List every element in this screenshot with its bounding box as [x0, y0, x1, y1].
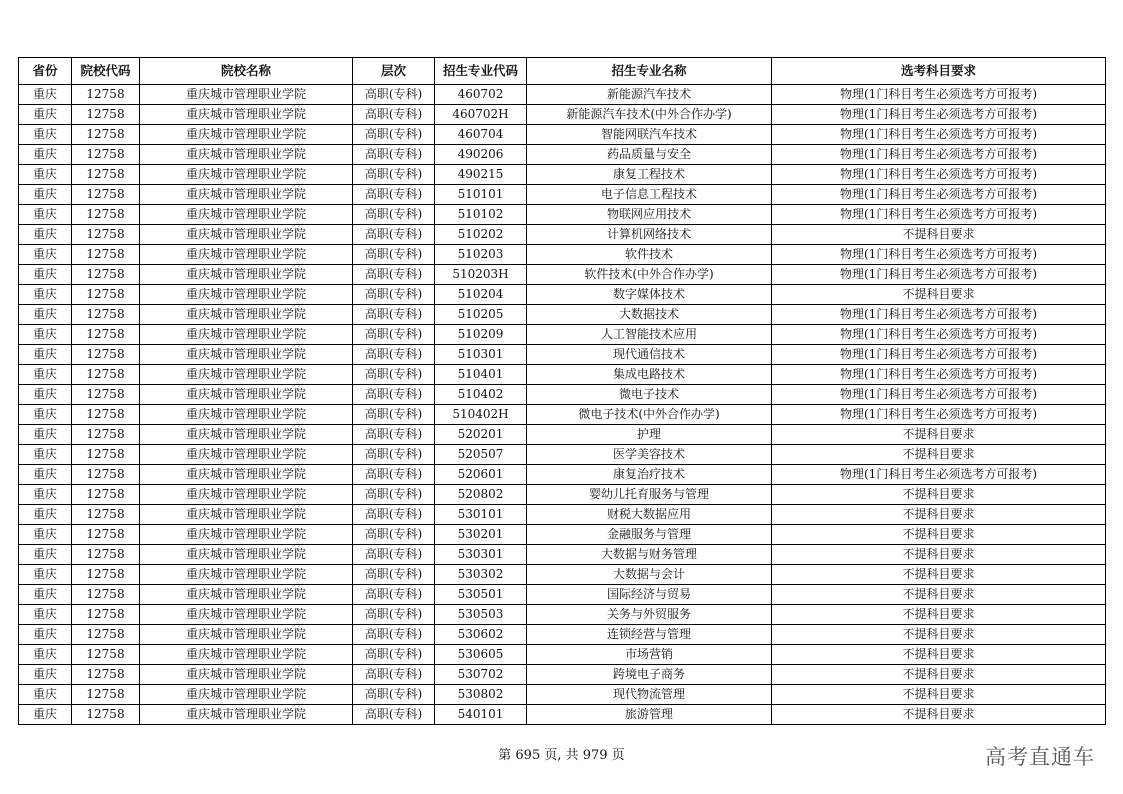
cell-major-name: 物联网应用技术	[527, 205, 772, 225]
cell-school-name: 重庆城市管理职业学院	[140, 565, 353, 585]
cell-major-code: 530602	[435, 625, 527, 645]
cell-school-code: 12758	[72, 185, 140, 205]
cell-school-code: 12758	[72, 145, 140, 165]
cell-major-name: 护理	[527, 425, 772, 445]
table-row	[19, 545, 1106, 565]
cell-subject-requirement: 物理(1门科目考生必须选考方可报考)	[772, 85, 1106, 105]
cell-major-code: 540101	[435, 705, 527, 725]
cell-level: 高职(专科)	[353, 645, 435, 665]
cell-major-code: 510202	[435, 225, 527, 245]
cell-level: 高职(专科)	[353, 445, 435, 465]
cell-school-code: 12758	[72, 445, 140, 465]
table-row	[19, 165, 1106, 185]
cell-level: 高职(专科)	[353, 705, 435, 725]
cell-school-name: 重庆城市管理职业学院	[140, 485, 353, 505]
cell-subject-requirement: 不提科目要求	[772, 485, 1106, 505]
cell-major-name: 连锁经营与管理	[527, 625, 772, 645]
cell-major-name: 金融服务与管理	[527, 525, 772, 545]
cell-major-code: 530605	[435, 645, 527, 665]
cell-school-code: 12758	[72, 265, 140, 285]
cell-school-name: 重庆城市管理职业学院	[140, 465, 353, 485]
cell-subject-requirement: 不提科目要求	[772, 625, 1106, 645]
cell-major-name: 软件技术(中外合作办学)	[527, 265, 772, 285]
cell-school-code: 12758	[72, 605, 140, 625]
cell-major-name: 计算机网络技术	[527, 225, 772, 245]
cell-major-code: 520601	[435, 465, 527, 485]
cell-province: 重庆	[19, 685, 72, 705]
cell-subject-requirement: 物理(1门科目考生必须选考方可报考)	[772, 325, 1106, 345]
header-subject-requirement: 选考科目要求	[772, 58, 1106, 85]
cell-major-name: 电子信息工程技术	[527, 185, 772, 205]
cell-province: 重庆	[19, 205, 72, 225]
cell-level: 高职(专科)	[353, 125, 435, 145]
cell-subject-requirement: 不提科目要求	[772, 685, 1106, 705]
cell-subject-requirement: 不提科目要求	[772, 425, 1106, 445]
cell-school-name: 重庆城市管理职业学院	[140, 625, 353, 645]
cell-major-code: 520507	[435, 445, 527, 465]
cell-level: 高职(专科)	[353, 85, 435, 105]
table-row	[19, 605, 1106, 625]
cell-subject-requirement: 物理(1门科目考生必须选考方可报考)	[772, 185, 1106, 205]
cell-province: 重庆	[19, 605, 72, 625]
cell-level: 高职(专科)	[353, 385, 435, 405]
cell-school-code: 12758	[72, 245, 140, 265]
table-row	[19, 205, 1106, 225]
cell-major-code: 530702	[435, 665, 527, 685]
cell-subject-requirement: 不提科目要求	[772, 705, 1106, 725]
cell-major-code: 510102	[435, 205, 527, 225]
cell-major-name: 大数据技术	[527, 305, 772, 325]
cell-major-code: 530503	[435, 605, 527, 625]
cell-major-code: 490206	[435, 145, 527, 165]
cell-major-name: 现代通信技术	[527, 345, 772, 365]
cell-major-code: 510203H	[435, 265, 527, 285]
cell-subject-requirement: 不提科目要求	[772, 225, 1106, 245]
cell-major-code: 510209	[435, 325, 527, 345]
cell-province: 重庆	[19, 165, 72, 185]
cell-level: 高职(专科)	[353, 405, 435, 425]
table-row	[19, 565, 1106, 585]
cell-province: 重庆	[19, 405, 72, 425]
cell-school-code: 12758	[72, 405, 140, 425]
cell-school-code: 12758	[72, 485, 140, 505]
table-row	[19, 505, 1106, 525]
cell-province: 重庆	[19, 145, 72, 165]
cell-major-code: 510101	[435, 185, 527, 205]
cell-school-code: 12758	[72, 125, 140, 145]
cell-school-code: 12758	[72, 425, 140, 445]
cell-major-code: 460702	[435, 85, 527, 105]
cell-level: 高职(专科)	[353, 325, 435, 345]
enrollment-table	[18, 57, 1106, 725]
cell-major-name: 人工智能技术应用	[527, 325, 772, 345]
cell-level: 高职(专科)	[353, 665, 435, 685]
cell-school-code: 12758	[72, 385, 140, 405]
cell-subject-requirement: 不提科目要求	[772, 545, 1106, 565]
cell-school-code: 12758	[72, 225, 140, 245]
table-row	[19, 305, 1106, 325]
cell-province: 重庆	[19, 585, 72, 605]
cell-province: 重庆	[19, 225, 72, 245]
table-header-row	[19, 58, 1106, 85]
cell-school-name: 重庆城市管理职业学院	[140, 665, 353, 685]
cell-school-name: 重庆城市管理职业学院	[140, 225, 353, 245]
table-row	[19, 645, 1106, 665]
table-row	[19, 225, 1106, 245]
cell-level: 高职(专科)	[353, 185, 435, 205]
cell-province: 重庆	[19, 625, 72, 645]
table-row	[19, 585, 1106, 605]
cell-province: 重庆	[19, 245, 72, 265]
cell-school-code: 12758	[72, 325, 140, 345]
cell-major-code: 510203	[435, 245, 527, 265]
cell-level: 高职(专科)	[353, 145, 435, 165]
cell-school-name: 重庆城市管理职业学院	[140, 345, 353, 365]
cell-subject-requirement: 不提科目要求	[772, 525, 1106, 545]
cell-province: 重庆	[19, 465, 72, 485]
cell-school-name: 重庆城市管理职业学院	[140, 645, 353, 665]
table-row	[19, 465, 1106, 485]
cell-level: 高职(专科)	[353, 585, 435, 605]
cell-school-code: 12758	[72, 585, 140, 605]
cell-school-code: 12758	[72, 565, 140, 585]
cell-level: 高职(专科)	[353, 345, 435, 365]
cell-school-name: 重庆城市管理职业学院	[140, 265, 353, 285]
cell-school-code: 12758	[72, 365, 140, 385]
cell-level: 高职(专科)	[353, 685, 435, 705]
cell-major-name: 大数据与会计	[527, 565, 772, 585]
cell-level: 高职(专科)	[353, 365, 435, 385]
cell-province: 重庆	[19, 425, 72, 445]
watermark-logo-text: 高考直通车	[985, 745, 1095, 769]
cell-school-code: 12758	[72, 165, 140, 185]
table-row	[19, 185, 1106, 205]
cell-major-name: 婴幼儿托育服务与管理	[527, 485, 772, 505]
table-body	[19, 85, 1106, 725]
header-school-code: 院校代码	[72, 58, 140, 85]
cell-major-code: 520802	[435, 485, 527, 505]
table-row	[19, 625, 1106, 645]
cell-level: 高职(专科)	[353, 105, 435, 125]
cell-level: 高职(专科)	[353, 465, 435, 485]
cell-school-code: 12758	[72, 665, 140, 685]
cell-school-name: 重庆城市管理职业学院	[140, 165, 353, 185]
cell-school-code: 12758	[72, 685, 140, 705]
cell-level: 高职(专科)	[353, 485, 435, 505]
cell-major-name: 现代物流管理	[527, 685, 772, 705]
cell-subject-requirement: 不提科目要求	[772, 445, 1106, 465]
cell-school-code: 12758	[72, 505, 140, 525]
cell-school-name: 重庆城市管理职业学院	[140, 545, 353, 565]
cell-subject-requirement: 物理(1门科目考生必须选考方可报考)	[772, 265, 1106, 285]
cell-level: 高职(专科)	[353, 205, 435, 225]
cell-major-code: 510402H	[435, 405, 527, 425]
cell-school-code: 12758	[72, 525, 140, 545]
cell-province: 重庆	[19, 345, 72, 365]
cell-province: 重庆	[19, 665, 72, 685]
cell-school-name: 重庆城市管理职业学院	[140, 365, 353, 385]
cell-major-code: 530501	[435, 585, 527, 605]
table-row	[19, 105, 1106, 125]
cell-school-name: 重庆城市管理职业学院	[140, 205, 353, 225]
table-row	[19, 285, 1106, 305]
cell-major-name: 大数据与财务管理	[527, 545, 772, 565]
cell-major-name: 旅游管理	[527, 705, 772, 725]
cell-subject-requirement: 不提科目要求	[772, 505, 1106, 525]
cell-subject-requirement: 物理(1门科目考生必须选考方可报考)	[772, 165, 1106, 185]
cell-province: 重庆	[19, 325, 72, 345]
cell-subject-requirement: 物理(1门科目考生必须选考方可报考)	[772, 205, 1106, 225]
table-row	[19, 245, 1106, 265]
table-row	[19, 445, 1106, 465]
cell-level: 高职(专科)	[353, 165, 435, 185]
cell-major-name: 新能源汽车技术	[527, 85, 772, 105]
cell-major-name: 智能网联汽车技术	[527, 125, 772, 145]
cell-school-name: 重庆城市管理职业学院	[140, 105, 353, 125]
table-row	[19, 665, 1106, 685]
table-row	[19, 405, 1106, 425]
table-row	[19, 705, 1106, 725]
cell-subject-requirement: 不提科目要求	[772, 565, 1106, 585]
cell-subject-requirement: 物理(1门科目考生必须选考方可报考)	[772, 465, 1106, 485]
cell-school-name: 重庆城市管理职业学院	[140, 285, 353, 305]
cell-level: 高职(专科)	[353, 565, 435, 585]
cell-major-code: 530302	[435, 565, 527, 585]
cell-province: 重庆	[19, 85, 72, 105]
cell-subject-requirement: 不提科目要求	[772, 645, 1106, 665]
cell-school-code: 12758	[72, 465, 140, 485]
cell-school-name: 重庆城市管理职业学院	[140, 525, 353, 545]
cell-major-code: 510401	[435, 365, 527, 385]
cell-level: 高职(专科)	[353, 505, 435, 525]
cell-province: 重庆	[19, 485, 72, 505]
cell-level: 高职(专科)	[353, 245, 435, 265]
cell-province: 重庆	[19, 565, 72, 585]
cell-school-code: 12758	[72, 85, 140, 105]
table-row	[19, 365, 1106, 385]
cell-province: 重庆	[19, 445, 72, 465]
cell-school-name: 重庆城市管理职业学院	[140, 605, 353, 625]
cell-province: 重庆	[19, 365, 72, 385]
cell-level: 高职(专科)	[353, 525, 435, 545]
cell-school-name: 重庆城市管理职业学院	[140, 325, 353, 345]
cell-major-name: 集成电路技术	[527, 365, 772, 385]
cell-subject-requirement: 物理(1门科目考生必须选考方可报考)	[772, 145, 1106, 165]
cell-major-code: 510301	[435, 345, 527, 365]
cell-school-name: 重庆城市管理职业学院	[140, 685, 353, 705]
cell-major-code: 510205	[435, 305, 527, 325]
cell-major-code: 510402	[435, 385, 527, 405]
cell-school-name: 重庆城市管理职业学院	[140, 505, 353, 525]
cell-province: 重庆	[19, 705, 72, 725]
cell-province: 重庆	[19, 105, 72, 125]
table-row	[19, 525, 1106, 545]
cell-province: 重庆	[19, 305, 72, 325]
cell-major-code: 530301	[435, 545, 527, 565]
cell-major-name: 财税大数据应用	[527, 505, 772, 525]
cell-subject-requirement: 不提科目要求	[772, 605, 1106, 625]
cell-major-code: 460702H	[435, 105, 527, 125]
cell-subject-requirement: 物理(1门科目考生必须选考方可报考)	[772, 105, 1106, 125]
cell-major-name: 市场营销	[527, 645, 772, 665]
cell-level: 高职(专科)	[353, 625, 435, 645]
cell-school-name: 重庆城市管理职业学院	[140, 125, 353, 145]
cell-province: 重庆	[19, 385, 72, 405]
cell-major-name: 数字媒体技术	[527, 285, 772, 305]
cell-province: 重庆	[19, 125, 72, 145]
cell-school-name: 重庆城市管理职业学院	[140, 305, 353, 325]
cell-level: 高职(专科)	[353, 285, 435, 305]
cell-subject-requirement: 不提科目要求	[772, 285, 1106, 305]
cell-province: 重庆	[19, 185, 72, 205]
cell-school-code: 12758	[72, 645, 140, 665]
cell-subject-requirement: 物理(1门科目考生必须选考方可报考)	[772, 405, 1106, 425]
cell-school-name: 重庆城市管理职业学院	[140, 185, 353, 205]
cell-major-code: 520201	[435, 425, 527, 445]
table-row	[19, 685, 1106, 705]
cell-subject-requirement: 物理(1门科目考生必须选考方可报考)	[772, 245, 1106, 265]
cell-school-code: 12758	[72, 105, 140, 125]
table-row	[19, 125, 1106, 145]
header-province: 省份	[19, 58, 72, 85]
cell-school-code: 12758	[72, 285, 140, 305]
cell-school-name: 重庆城市管理职业学院	[140, 85, 353, 105]
cell-subject-requirement: 不提科目要求	[772, 585, 1106, 605]
cell-subject-requirement: 物理(1门科目考生必须选考方可报考)	[772, 365, 1106, 385]
table-row	[19, 485, 1106, 505]
cell-province: 重庆	[19, 265, 72, 285]
cell-province: 重庆	[19, 645, 72, 665]
cell-school-code: 12758	[72, 305, 140, 325]
cell-school-code: 12758	[72, 545, 140, 565]
cell-major-name: 微电子技术(中外合作办学)	[527, 405, 772, 425]
cell-major-name: 国际经济与贸易	[527, 585, 772, 605]
cell-school-name: 重庆城市管理职业学院	[140, 145, 353, 165]
cell-major-name: 跨境电子商务	[527, 665, 772, 685]
cell-level: 高职(专科)	[353, 605, 435, 625]
cell-major-name: 软件技术	[527, 245, 772, 265]
cell-major-code: 530802	[435, 685, 527, 705]
cell-school-code: 12758	[72, 625, 140, 645]
cell-subject-requirement: 不提科目要求	[772, 665, 1106, 685]
cell-major-name: 关务与外贸服务	[527, 605, 772, 625]
cell-subject-requirement: 物理(1门科目考生必须选考方可报考)	[772, 305, 1106, 325]
cell-major-code: 510204	[435, 285, 527, 305]
cell-school-name: 重庆城市管理职业学院	[140, 705, 353, 725]
cell-level: 高职(专科)	[353, 225, 435, 245]
cell-school-name: 重庆城市管理职业学院	[140, 585, 353, 605]
cell-school-name: 重庆城市管理职业学院	[140, 385, 353, 405]
table-row	[19, 265, 1106, 285]
cell-major-name: 康复工程技术	[527, 165, 772, 185]
cell-school-name: 重庆城市管理职业学院	[140, 425, 353, 445]
cell-subject-requirement: 物理(1门科目考生必须选考方可报考)	[772, 125, 1106, 145]
cell-school-name: 重庆城市管理职业学院	[140, 405, 353, 425]
cell-subject-requirement: 物理(1门科目考生必须选考方可报考)	[772, 385, 1106, 405]
header-major-name: 招生专业名称	[527, 58, 772, 85]
cell-major-name: 药品质量与安全	[527, 145, 772, 165]
cell-subject-requirement: 物理(1门科目考生必须选考方可报考)	[772, 345, 1106, 365]
table-row	[19, 325, 1106, 345]
table-row	[19, 145, 1106, 165]
table-row	[19, 345, 1106, 365]
header-level: 层次	[353, 58, 435, 85]
page-number: 第 695 页, 共 979 页	[498, 748, 625, 763]
cell-level: 高职(专科)	[353, 305, 435, 325]
cell-school-code: 12758	[72, 705, 140, 725]
cell-major-code: 530101	[435, 505, 527, 525]
header-major-code: 招生专业代码	[435, 58, 527, 85]
cell-province: 重庆	[19, 545, 72, 565]
cell-level: 高职(专科)	[353, 545, 435, 565]
cell-province: 重庆	[19, 525, 72, 545]
cell-major-name: 微电子技术	[527, 385, 772, 405]
cell-major-code: 490215	[435, 165, 527, 185]
cell-school-name: 重庆城市管理职业学院	[140, 445, 353, 465]
cell-major-name: 新能源汽车技术(中外合作办学)	[527, 105, 772, 125]
cell-province: 重庆	[19, 285, 72, 305]
cell-school-code: 12758	[72, 205, 140, 225]
table-row	[19, 425, 1106, 445]
cell-province: 重庆	[19, 505, 72, 525]
cell-school-code: 12758	[72, 345, 140, 365]
cell-school-name: 重庆城市管理职业学院	[140, 245, 353, 265]
table-row	[19, 85, 1106, 105]
cell-major-name: 康复治疗技术	[527, 465, 772, 485]
cell-major-code: 530201	[435, 525, 527, 545]
cell-major-name: 医学美容技术	[527, 445, 772, 465]
cell-level: 高职(专科)	[353, 425, 435, 445]
header-school-name: 院校名称	[140, 58, 353, 85]
table-row	[19, 385, 1106, 405]
cell-major-code: 460704	[435, 125, 527, 145]
cell-level: 高职(专科)	[353, 265, 435, 285]
